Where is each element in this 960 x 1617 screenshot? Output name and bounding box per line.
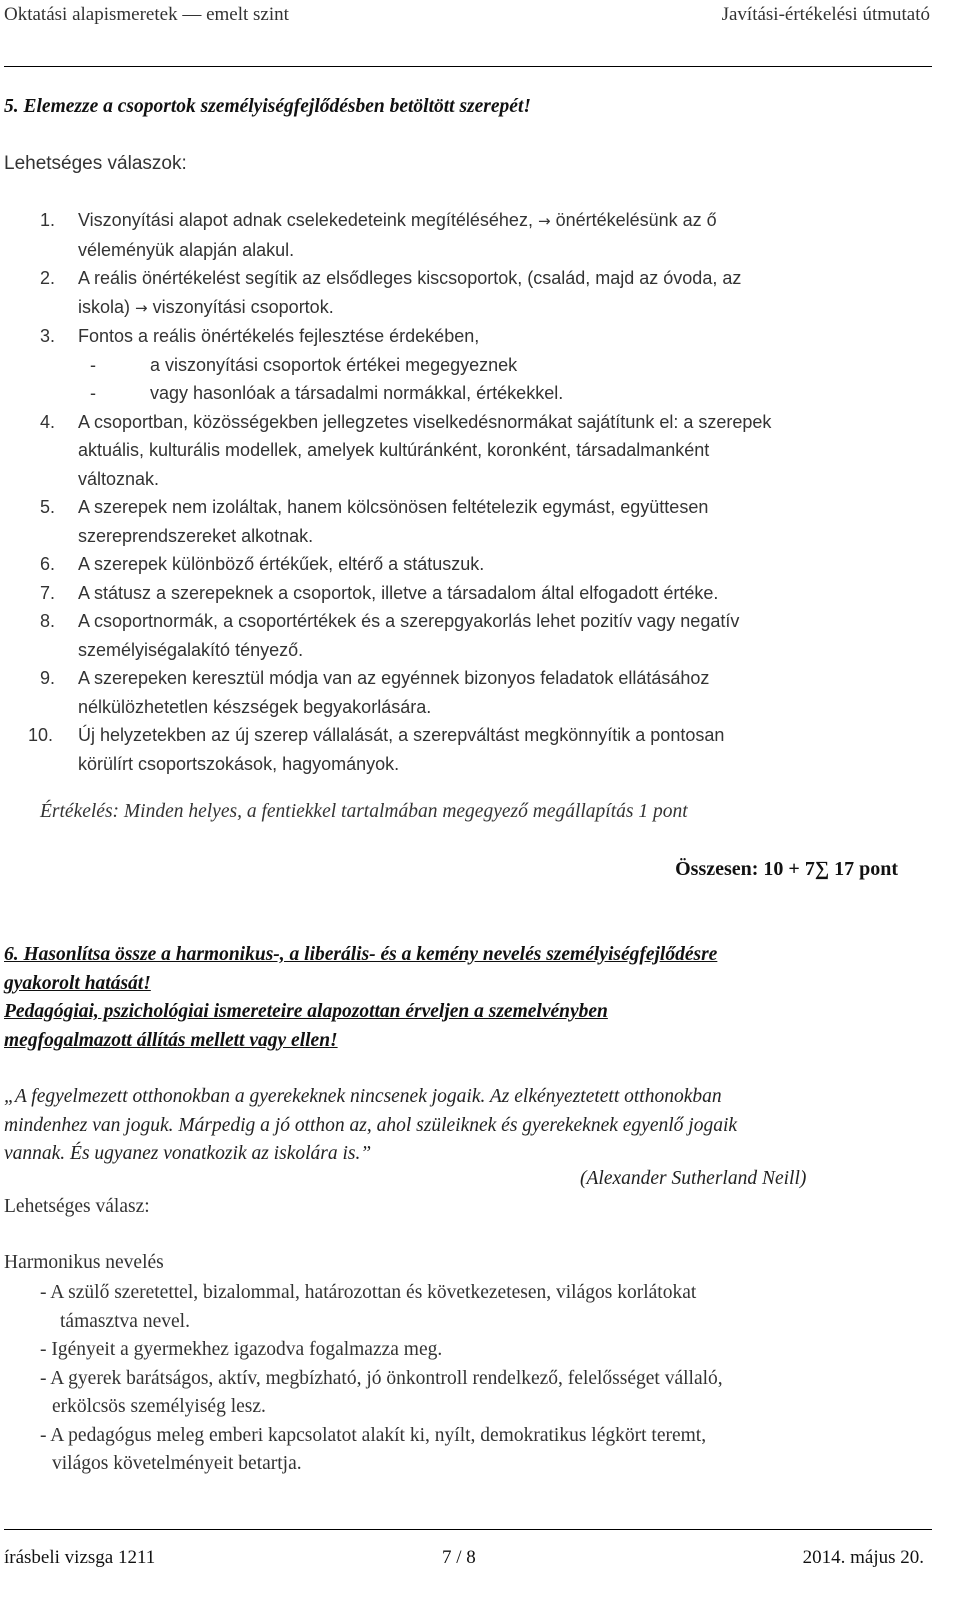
page-number: 7 / 8: [442, 1547, 476, 1568]
list-item: - Igényeit a gyermekhez igazodva fogalmazza meg.: [40, 1339, 443, 1360]
quote-author: (Alexander Sutherland Neill): [580, 1168, 807, 1189]
list-item: 6. A szerepek különböző értékűek, eltérő a státuszuk.: [40, 554, 485, 574]
list-item: - A pedagógus meleg emberi kapcsolatot alakít ki, nyílt, demokratikus légkört teremt, világos követelményeit betartja.: [40, 1424, 707, 1474]
exam-id: írásbeli vizsga 1211: [4, 1547, 156, 1568]
list-item: 8. A csoportnormák, a csoportértékek és a szerepgyakorlás lehet pozitív vagy negatív személyiségalakító tényező.: [40, 611, 740, 660]
list-item: 2. A reális önértékelést segítik az elsődleges kiscsoportok, (család, majd az óvoda, az iskola) → viszonyítási csoportok.: [40, 268, 742, 317]
list-item: 4. A csoportban, közösségekben jellegzetes viselkedésnormákat sajátítunk el: a szerepek aktuális, kulturális modellek, amelyek kultúránként, koronként, társadalmanként változnak.: [40, 411, 772, 489]
list-item: 10. Új helyzetekben az új szerep vállalását, a szerepváltást megkönnyítik a pontosan körülírt csoportszokások, hagyományok.: [28, 725, 725, 774]
right-arrow-icon: →: [537, 212, 551, 230]
exam-date: 2014. május 20.: [802, 1547, 924, 1568]
section-heading: Harmonikus nevelés: [4, 1252, 164, 1273]
list-item: 9. A szerepeken keresztül módja van az egyénnek bizonyos feladatok ellátásához nélkülözhetetlen készségek begyakorlására.: [40, 668, 710, 717]
right-arrow-icon: →: [135, 298, 148, 317]
possible-answers-label: Lehetséges válaszok:: [4, 153, 187, 174]
question-5-title: 5. Elemezze a csoportok személyiségfejlődésben betöltött szerepét!: [4, 96, 531, 117]
question-6-title: 6. Hasonlítsa össze a harmonikus-, a liberális- és a kemény nevelés személyiségfejlődésre gyakorolt hatását! Pedagógiai, pszichológiai ismereteire alapozottan érveljen a szemelvényben megfogalmazott állítás mellett vagy ellen!: [4, 944, 718, 1051]
quote: „A fegyelmezett otthonokban a gyerekeknek nincsenek jogaik. Az elkényeztetett otthonokban mindenhez van joguk. Márpedig a jó otthon az, ahol szüleiknek és gyerekeknek egyenlő jogaik vannak. És ugyanez vonatkozik az iskolára is.”: [4, 1086, 738, 1164]
answer-bullets: [40, 1279, 930, 1479]
list-item: - A gyerek barátságos, aktív, megbízható, jó önkontroll rendelkező, felelősséget vállaló, erkölcsös személyiség lesz.: [40, 1367, 723, 1417]
list-item: 7. A státusz a szerepeknek a csoportok, illetve a társadalom által elfogadott értéke.: [40, 582, 719, 603]
possible-answer-label: Lehetséges válasz:: [4, 1196, 150, 1217]
footer-divider: [4, 1529, 932, 1530]
list-item: 5. A szerepek nem izoláltak, hanem kölcsönösen feltételezik egymást, együttesen szereprendszereket alkotnak.: [40, 497, 709, 546]
list-item: 3. Fontos a reális önértékelés fejlesztése érdekében,: [40, 326, 480, 346]
sub-item: - vagy hasonlóak a társadalmi normákkal, értékekkel.: [90, 383, 564, 403]
answer-list: [4, 206, 926, 778]
list-item: - A szülő szeretettel, bizalommal, határozottan és következetesen, világos korlátokat támasztva nevel.: [40, 1282, 697, 1332]
list-item: 1. Viszonyítási alapot adnak cselekedeteink megítéléséhez, → önértékelésünk az ő véleményük alapján alakul.: [40, 210, 717, 260]
page-header: [0, 0, 960, 30]
header-divider: [4, 66, 932, 67]
sub-item: - a viszonyítási csoportok értékei megegyeznek: [90, 354, 518, 375]
total-score: Összesen: 10 + 7∑ 17 pont: [675, 858, 898, 880]
header-title: Oktatási alapismeretek — emelt szint: [4, 4, 289, 25]
header-subtitle: Javítási-értékelési útmutató: [721, 4, 930, 25]
evaluation-note: Értékelés: Minden helyes, a fentiekkel tartalmában megegyező megállapítás 1 pont: [40, 801, 688, 822]
